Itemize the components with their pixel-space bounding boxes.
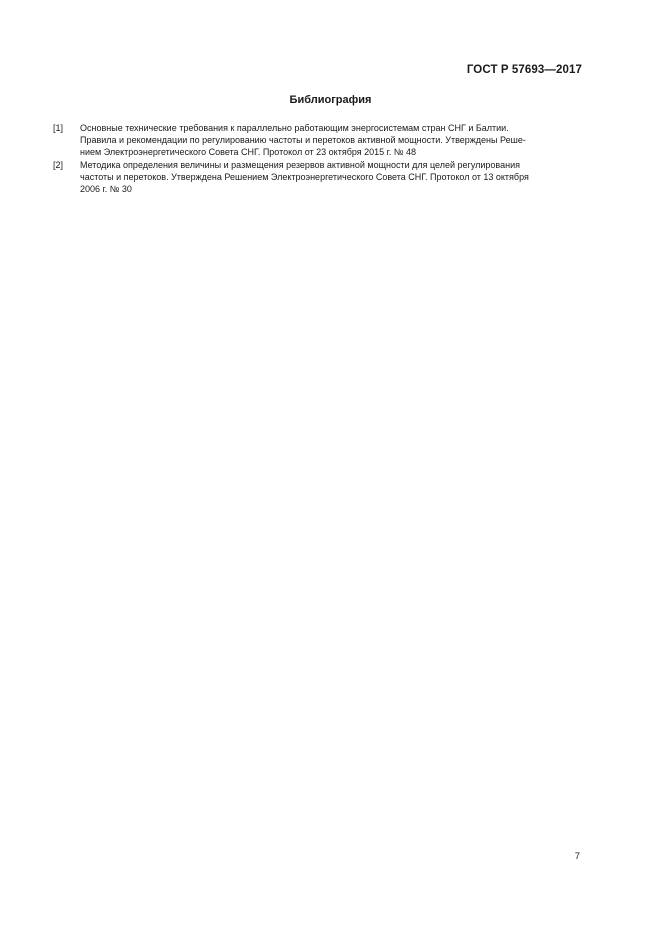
bibliography-entry [53,159,577,195]
document-code: ГОСТ Р 57693—2017 [466,64,582,76]
entry-line: нием Электроэнергетического Совета СНГ. Протокол от 23 октября 2015 г. № 48 [80,147,417,157]
page-number: 7 [574,851,580,862]
entry-line: Правила и рекомендации по регулированию частоты и перетоков активной мощности. Утверждены Реше- [80,135,526,145]
bibliography-list [53,122,577,196]
entry-line: Основные технические требования к параллельно работающим энергосистемам стран СНГ и Балтии. [80,123,509,133]
section-title: Библиография [289,94,372,106]
entry-text [80,122,577,158]
entry-line: Методика определения величины и размещения резервов активной мощности для целей регулирования [80,160,520,170]
entry-text [80,159,577,195]
bibliography-entry [53,122,577,158]
entry-line: 2006 г. № 30 [80,184,132,194]
entry-number: [2] [53,160,64,170]
entry-number: [1] [53,123,64,133]
entry-line: частоты и перетоков. Утверждена Решением Электроэнергетического Совета СНГ. Протокол от 13 октября [80,172,529,182]
